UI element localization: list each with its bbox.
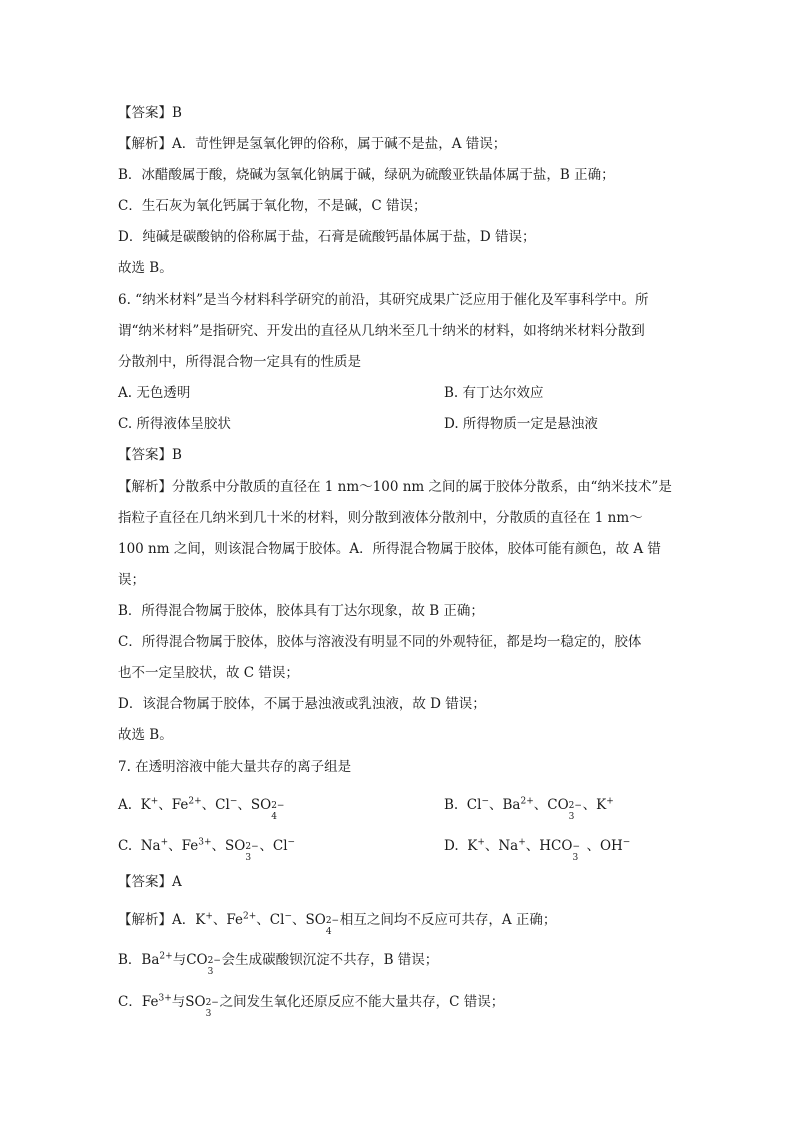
q7-answer: 【答案】A	[118, 874, 182, 890]
q6-option-b: B. 有丁达尔效应	[444, 385, 544, 401]
q6-stem-line-1: 6. “纳米材料”是当今材料科学研究的前沿，其研究成果广泛应用于催化及军事科学中。所	[118, 292, 649, 308]
q5-analysis-line-3: C．生石灰为氧化钙属于氧化物，不是碱，C 错误；	[118, 198, 427, 214]
q7-option-c: C. Na+、$Fe^{3+}$、SO 2− 3 、Cl−	[118, 837, 296, 863]
q6-stem-line-3: 分散剂中，所得混合物一定具有的性质是	[118, 354, 361, 370]
q5-conclusion: 故选 B。	[118, 260, 173, 276]
q7-stem: 7. 在透明溶液中能大量共存的离子组是	[118, 759, 352, 775]
q6-analysis-line-2: 指粒子直径在几纳米到几十米的材料，则分散到液体分散剂中，分散质的直径在 1 nm～	[118, 510, 643, 526]
q6-stem-line-2: 谓“纳米材料”是指研究、开发出的直径从几纳米至几十纳米的材料，如将纳米材料分散到	[118, 323, 645, 339]
q6-analysis-line-6: C．所得混合物属于胶体，胶体与溶液没有明显不同的外观特征，都是均一稳定的，胶体	[118, 634, 642, 650]
q6-analysis-line-5: B．所得混合物属于胶体，胶体具有丁达尔现象，故 B 正确；	[118, 603, 484, 619]
q5-analysis-line-4: D．纯碱是碳酸钠的俗称属于盐，石膏是硫酸钙晶体属于盐，D 错误；	[118, 229, 536, 245]
q5-answer: 【答案】B	[118, 105, 182, 121]
q7-analysis-b: B．$Ba^{2+}$与CO 2− 3 会生成碳酸钡沉淀不共存，B 错误；	[118, 951, 439, 977]
q6-option-c: C. 所得液体呈胶状	[118, 416, 231, 432]
q6-analysis-line-4: 误；	[118, 572, 145, 588]
q6-option-a: A. 无色透明	[118, 385, 191, 401]
q7-option-a: A. K+、$Fe^{2+}$、Cl−、SO 2− 4	[118, 796, 285, 822]
q6-analysis-line-7: 也不一定呈胶状，故 C 错误；	[118, 665, 299, 681]
q7-option-b: B. Cl−、$Ba^{2+}$、CO 2− 3 、K+	[444, 796, 614, 822]
q6-analysis-line-3: 100 nm 之间，则该混合物属于胶体。A．所得混合物属于胶体，胶体可能有颜色，故 A 错	[118, 541, 661, 557]
q7-analysis-c: C．$Fe^{3+}$与SO 2− 3 之间发生氧化还原反应不能大量共存，C 错误；	[118, 993, 505, 1019]
q6-analysis-line-1: 【解析】分散系中分散质的直径在 1 nm～100 nm 之间的属于胶体分散系，由“纳米技术”是	[118, 479, 672, 495]
q7-analysis-a: 【解析】A．K+、$Fe^{2+}$、Cl−、SO 2− 4 相互之间均不反应可共存，A 正确；	[118, 911, 557, 937]
q7-option-d: D. K+、Na+、HCO − 3 、OH−	[444, 837, 631, 863]
q6-answer: 【答案】B	[118, 447, 182, 463]
q6-conclusion: 故选 B。	[118, 727, 173, 743]
q6-option-d: D. 所得物质一定是悬浊液	[444, 416, 598, 432]
q6-analysis-line-8: D．该混合物属于胶体，不属于悬浊液或乳浊液，故 D 错误；	[118, 696, 486, 712]
q5-analysis-line-1: 【解析】A．苛性钾是氢氧化钾的俗称，属于碱不是盐，A 错误；	[118, 136, 507, 152]
q5-analysis-line-2: B．冰醋酸属于酸，烧碱为氢氧化钠属于碱，绿矾为硫酸亚铁晶体属于盐，B 正确；	[118, 167, 615, 183]
